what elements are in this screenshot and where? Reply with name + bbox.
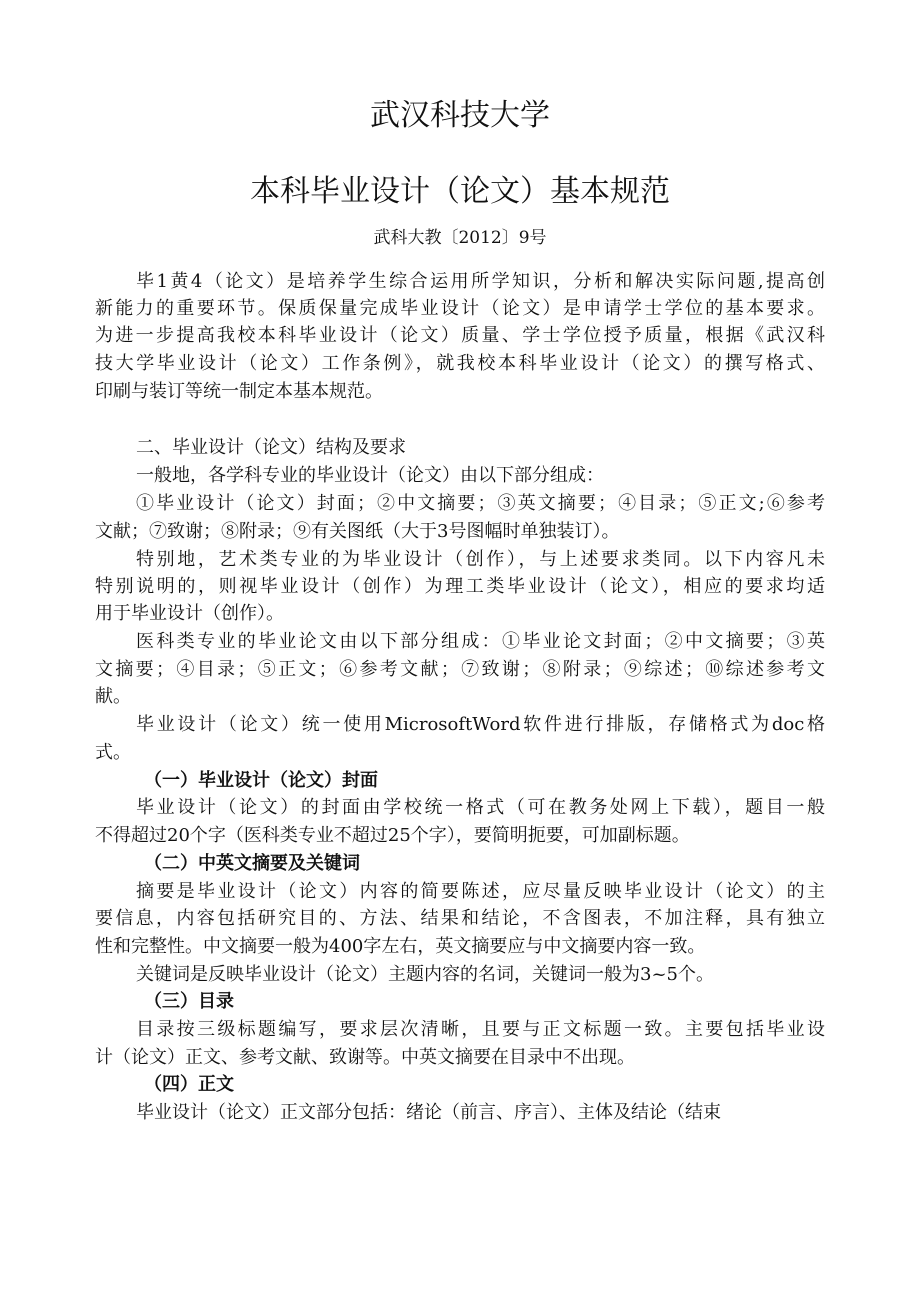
body-line: 计（论文）正文、参考文献、致谢等。中英文摘要在目录中不出现。 xyxy=(95,1047,635,1068)
body-line: 医科类专业的毕业论文由以下部分组成：①毕业论文封面；②中文摘要；③英 xyxy=(136,631,825,652)
subsection-heading: （二）中英文摘要及关键词 xyxy=(144,853,360,874)
body-line: 要信息，内容包括研究目的、方法、结果和结论，不含图表，不加注释，具有独立 xyxy=(95,908,825,929)
body-line: 毕业设计（论文）的封面由学校统一格式（可在教务处网上下载），题目一般 xyxy=(136,797,825,818)
body-line: 毕业设计（论文）统一使用MicrosoftWord软件进行排版，存储格式为doc格 xyxy=(136,714,825,735)
body-line: ①毕业设计（论文）封面；②中文摘要；③英文摘要；④目录；⑤正文;⑥参考 xyxy=(136,493,825,514)
body-line: 文献；⑦致谢；⑧附录；⑨有关图纸（大于3号图幅时单独装订）。 xyxy=(95,521,620,542)
document-number: 武科大教〔2012〕9号 xyxy=(373,228,547,248)
intro-line: 印刷与装订等统一制定本基本规范。 xyxy=(95,381,383,402)
intro-line: 技大学毕业设计（论文）工作条例》，就我校本科毕业设计（论文）的撰写格式、 xyxy=(95,353,825,374)
body-line: 一般地，各学科专业的毕业设计（论文）由以下部分组成： xyxy=(136,465,604,486)
body-line: 用于毕业设计（创作）。 xyxy=(95,603,284,624)
body-line: 式。 xyxy=(95,742,131,763)
subsection-heading: （三）目录 xyxy=(144,991,234,1012)
body-line: 不得超过20个字（医科类专业不超过25个字），要简明扼要，可加副标题。 xyxy=(95,825,690,846)
body-line: 特别地，艺术类专业的为毕业设计（创作），与上述要求类同。以下内容凡未 xyxy=(136,549,825,570)
university-title: 武汉科技大学 xyxy=(370,98,550,133)
body-line: 摘要是毕业设计（论文）内容的简要陈述，应尽量反映毕业设计（论文）的主 xyxy=(136,881,825,902)
body-line: 毕业设计（论文）正文部分包括：绪论（前言、序言）、主体及结论（结束 xyxy=(136,1102,721,1123)
body-line: 性和完整性。中文摘要一般为400字左右，英文摘要应与中文摘要内容一致。 xyxy=(95,936,706,957)
intro-line: 新能力的重要环节。保质保量完成毕业设计（论文）是申请学士学位的基本要求。 xyxy=(95,298,825,319)
intro-line: 毕1黄4（论文）是培养学生综合运用所学知识，分析和解决实际问题,提高创 xyxy=(136,271,825,292)
body-line: 特别说明的，则视毕业设计（创作）为理工类毕业设计（论文），相应的要求均适 xyxy=(95,576,825,597)
section-heading: 二、毕业设计（论文）结构及要求 xyxy=(136,437,406,458)
body-line: 关键词是反映毕业设计（论文）主题内容的名词，关键词一般为3~5个。 xyxy=(136,964,714,985)
body-line: 献。 xyxy=(95,686,131,707)
body-line: 目录按三级标题编写，要求层次清晰，且要与正文标题一致。主要包括毕业设 xyxy=(136,1019,825,1040)
intro-line: 为进一步提高我校本科毕业设计（论文）质量、学士学位授予质量，根据《武汉科 xyxy=(95,325,825,346)
body-line: 文摘要；④目录；⑤正文；⑥参考文献；⑦致谢；⑧附录；⑨综述；⑩综述参考文 xyxy=(95,659,825,680)
subsection-heading: （一）毕业设计（论文）封面 xyxy=(144,770,378,791)
subsection-heading: （四）正文 xyxy=(144,1074,234,1095)
document-title: 本科毕业设计（论文）基本规范 xyxy=(250,174,670,209)
